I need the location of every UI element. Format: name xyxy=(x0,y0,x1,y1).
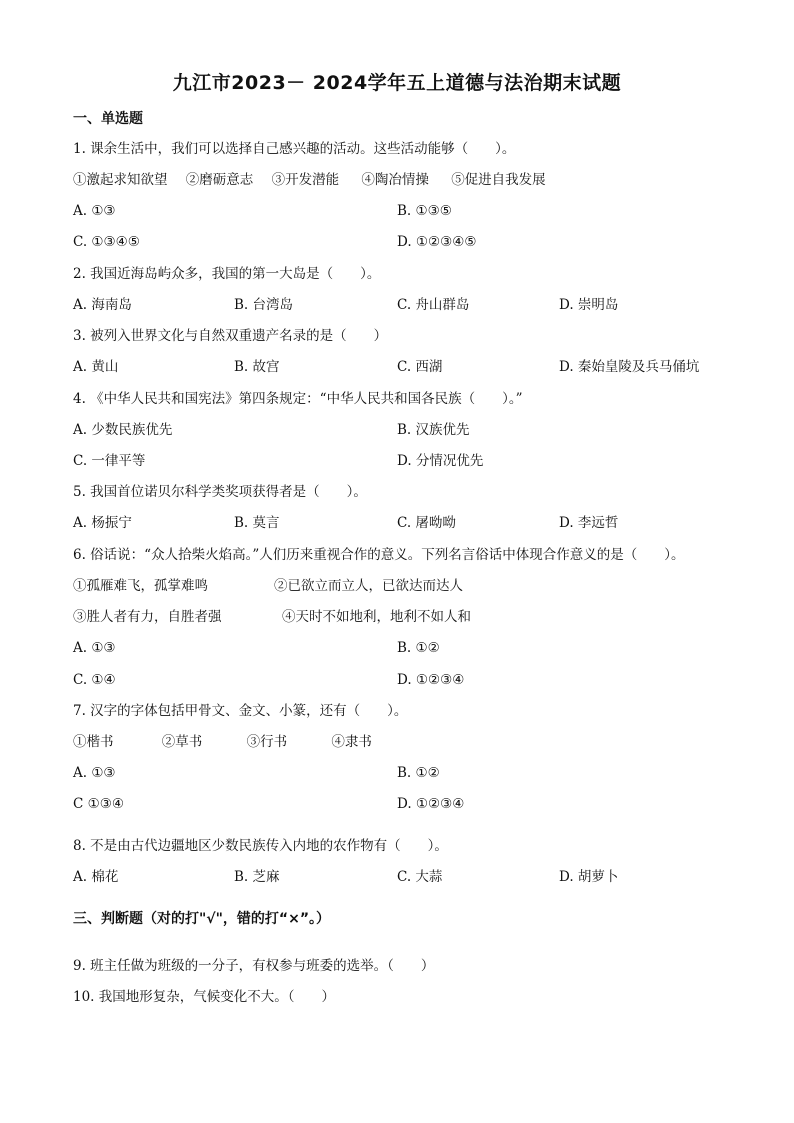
q7-item-3: ③行书 xyxy=(246,734,288,750)
q1-option-a[interactable]: A. ①③ xyxy=(73,203,116,219)
q4-option-b[interactable]: B. 汉族优先 xyxy=(397,422,470,438)
q3-option-c[interactable]: C. 西湖 xyxy=(397,359,443,375)
q1-item-2: ②磨砺意志 xyxy=(185,172,254,188)
q6-option-d[interactable]: D. ①②③④ xyxy=(397,672,465,688)
section-true-false: 三、判断题（对的打"√"，错的打“×”。） xyxy=(73,911,331,927)
q1-stem: 1. 课余生活中，我们可以选择自己感兴趣的活动。这些活动能够（ ）。 xyxy=(73,141,516,157)
q4-option-a[interactable]: A. 少数民族优先 xyxy=(73,422,173,438)
q8-stem: 8. 不是由古代边疆地区少数民族传入内地的农作物有（ ）。 xyxy=(73,838,448,854)
q1-item-3: ③开发潜能 xyxy=(271,172,340,188)
q8-option-b[interactable]: B. 芝麻 xyxy=(234,869,280,885)
q1-item-1: ①激起求知欲望 xyxy=(73,172,168,188)
q7-item-4: ④隶书 xyxy=(331,734,372,750)
q5-option-b[interactable]: B. 莫言 xyxy=(234,515,280,531)
q6-option-c[interactable]: C. ①④ xyxy=(73,672,116,688)
q2-stem: 2. 我国近海岛屿众多，我国的第一大岛是（ ）。 xyxy=(73,266,381,282)
q2-option-b[interactable]: B. 台湾岛 xyxy=(234,297,294,313)
q1-option-d[interactable]: D. ①②③④⑤ xyxy=(397,234,477,250)
q4-stem: 4. 《中华人民共和国宪法》第四条规定：“中华人民共和国各民族（ ）。” xyxy=(73,391,523,407)
q8-option-d[interactable]: D. 胡萝卜 xyxy=(559,869,619,885)
q5-option-a[interactable]: A. 杨振宁 xyxy=(73,515,132,531)
q1-option-b[interactable]: B. ①③⑤ xyxy=(397,203,452,219)
q3-option-d[interactable]: D. 秦始皇陵及兵马俑坑 xyxy=(559,359,700,375)
q10-stem: 10. 我国地形复杂，气候变化不大。（ ） xyxy=(73,989,336,1005)
q7-option-c[interactable]: C ①③④ xyxy=(73,796,124,812)
q6-stem: 6. 俗话说：“众人拾柴火焰高。”人们历来重视合作的意义。下列名言俗话中体现合作意义的是（ ）。 xyxy=(73,547,685,563)
q7-option-d[interactable]: D. ①②③④ xyxy=(397,796,465,812)
q7-option-b[interactable]: B. ①② xyxy=(397,765,440,781)
q6-option-a[interactable]: A. ①③ xyxy=(73,640,116,656)
q4-option-c[interactable]: C. 一律平等 xyxy=(73,453,146,469)
page-title: 九江市2023－ 2024学年五上道德与法治期末试题 xyxy=(172,72,622,94)
q7-stem: 7. 汉字的字体包括甲骨文、金文、小篆，还有（ ）。 xyxy=(73,703,408,719)
q2-option-a[interactable]: A. 海南岛 xyxy=(73,297,132,313)
q9-stem: 9. 班主任做为班级的一分子，有权参与班委的选举。（ ） xyxy=(73,958,435,974)
q6-item-4: ④天时不如地利，地利不如人和 xyxy=(282,609,471,625)
q2-option-c[interactable]: C. 舟山群岛 xyxy=(397,297,470,313)
q1-item-4: ④陶冶情操 xyxy=(361,172,429,188)
q7-option-a[interactable]: A. ①③ xyxy=(73,765,116,781)
q1-items xyxy=(73,170,546,190)
q6-item-1: ①孤雁难飞，孤掌难鸣 xyxy=(73,578,208,594)
q5-option-c[interactable]: C. 屠呦呦 xyxy=(397,515,456,531)
q3-option-a[interactable]: A. 黄山 xyxy=(73,359,119,375)
q8-option-a[interactable]: A. 棉花 xyxy=(73,869,119,885)
q5-option-d[interactable]: D. 李远哲 xyxy=(559,515,619,531)
q7-items xyxy=(73,732,372,752)
q7-item-1: ①楷书 xyxy=(73,734,114,750)
q2-option-d[interactable]: D. 崇明岛 xyxy=(559,297,619,313)
q5-stem: 5. 我国首位诺贝尔科学类奖项获得者是（ ）。 xyxy=(73,484,367,500)
q7-item-2: ②草书 xyxy=(161,734,203,750)
q3-option-b[interactable]: B. 故宫 xyxy=(234,359,280,375)
q8-option-c[interactable]: C. 大蒜 xyxy=(397,869,443,885)
q6-option-b[interactable]: B. ①② xyxy=(397,640,440,656)
q6-item-2: ②已欲立而立人，已欲达而达人 xyxy=(274,578,463,594)
q1-option-c[interactable]: C. ①③④⑤ xyxy=(73,234,140,250)
q3-stem: 3. 被列入世界文化与自然双重遗产名录的是（ ） xyxy=(73,328,388,344)
q4-option-d[interactable]: D. 分情况优先 xyxy=(397,453,484,469)
q6-item-3: ③胜人者有力，自胜者强 xyxy=(73,609,222,625)
section-single-choice: 一、单选题 xyxy=(73,111,143,127)
q1-item-5: ⑤促进自我发展 xyxy=(451,172,546,188)
